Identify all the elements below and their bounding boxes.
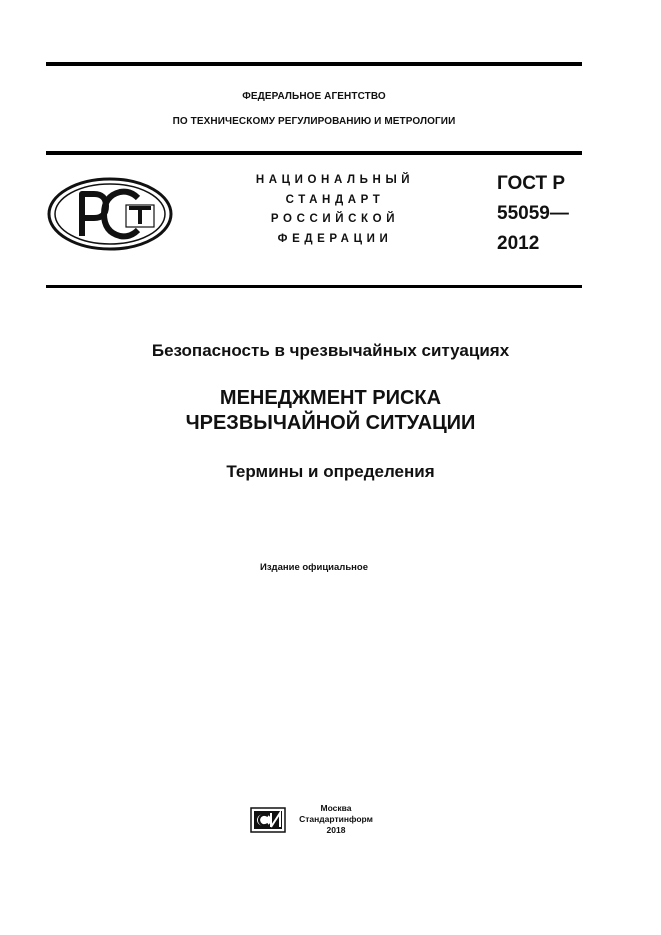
document-subtitle: Термины и определения [226, 462, 435, 481]
standard-type-line-1: НАЦИОНАЛЬНЫЙ [255, 174, 415, 186]
standard-type-line-3: РОССИЙСКОЙ [270, 213, 400, 225]
header-divider [46, 151, 582, 155]
publisher-year: 2018 [326, 825, 346, 835]
document-subject: Безопасность в чрезвычайных ситуациях [151, 341, 510, 360]
designation-line-2: 55059— [497, 203, 569, 224]
publisher-city: Москва [320, 803, 352, 813]
standard-type-line-4: ФЕДЕРАЦИИ [277, 232, 393, 245]
top-divider [46, 62, 582, 66]
rst-certification-logo-icon [46, 176, 174, 257]
title-line-2: ЧРЕЗВЫЧАЙНОЙ СИТУАЦИИ [185, 412, 476, 434]
edition-note: Издание официальное [260, 562, 368, 573]
publisher-block [296, 803, 376, 836]
agency-line-2: ПО ТЕХНИЧЕСКОМУ РЕГУЛИРОВАНИЮ И МЕТРОЛОГИИ [172, 116, 456, 127]
publisher-name: Стандартинформ [299, 814, 373, 824]
title-divider [46, 285, 582, 288]
standartinform-logo-icon [250, 807, 286, 838]
standard-type-block [222, 171, 448, 249]
designation-line-3: 2012 [497, 233, 540, 254]
standard-type-line-2: СТАНДАРТ [285, 193, 385, 206]
agency-line-1: ФЕДЕРАЛЬНОЕ АГЕНТСТВО [242, 91, 386, 102]
document-title [0, 386, 661, 436]
title-line-1: МЕНЕДЖМЕНТ РИСКА [219, 387, 442, 409]
standard-designation [497, 169, 569, 259]
designation-line-1: ГОСТ Р [497, 173, 566, 194]
